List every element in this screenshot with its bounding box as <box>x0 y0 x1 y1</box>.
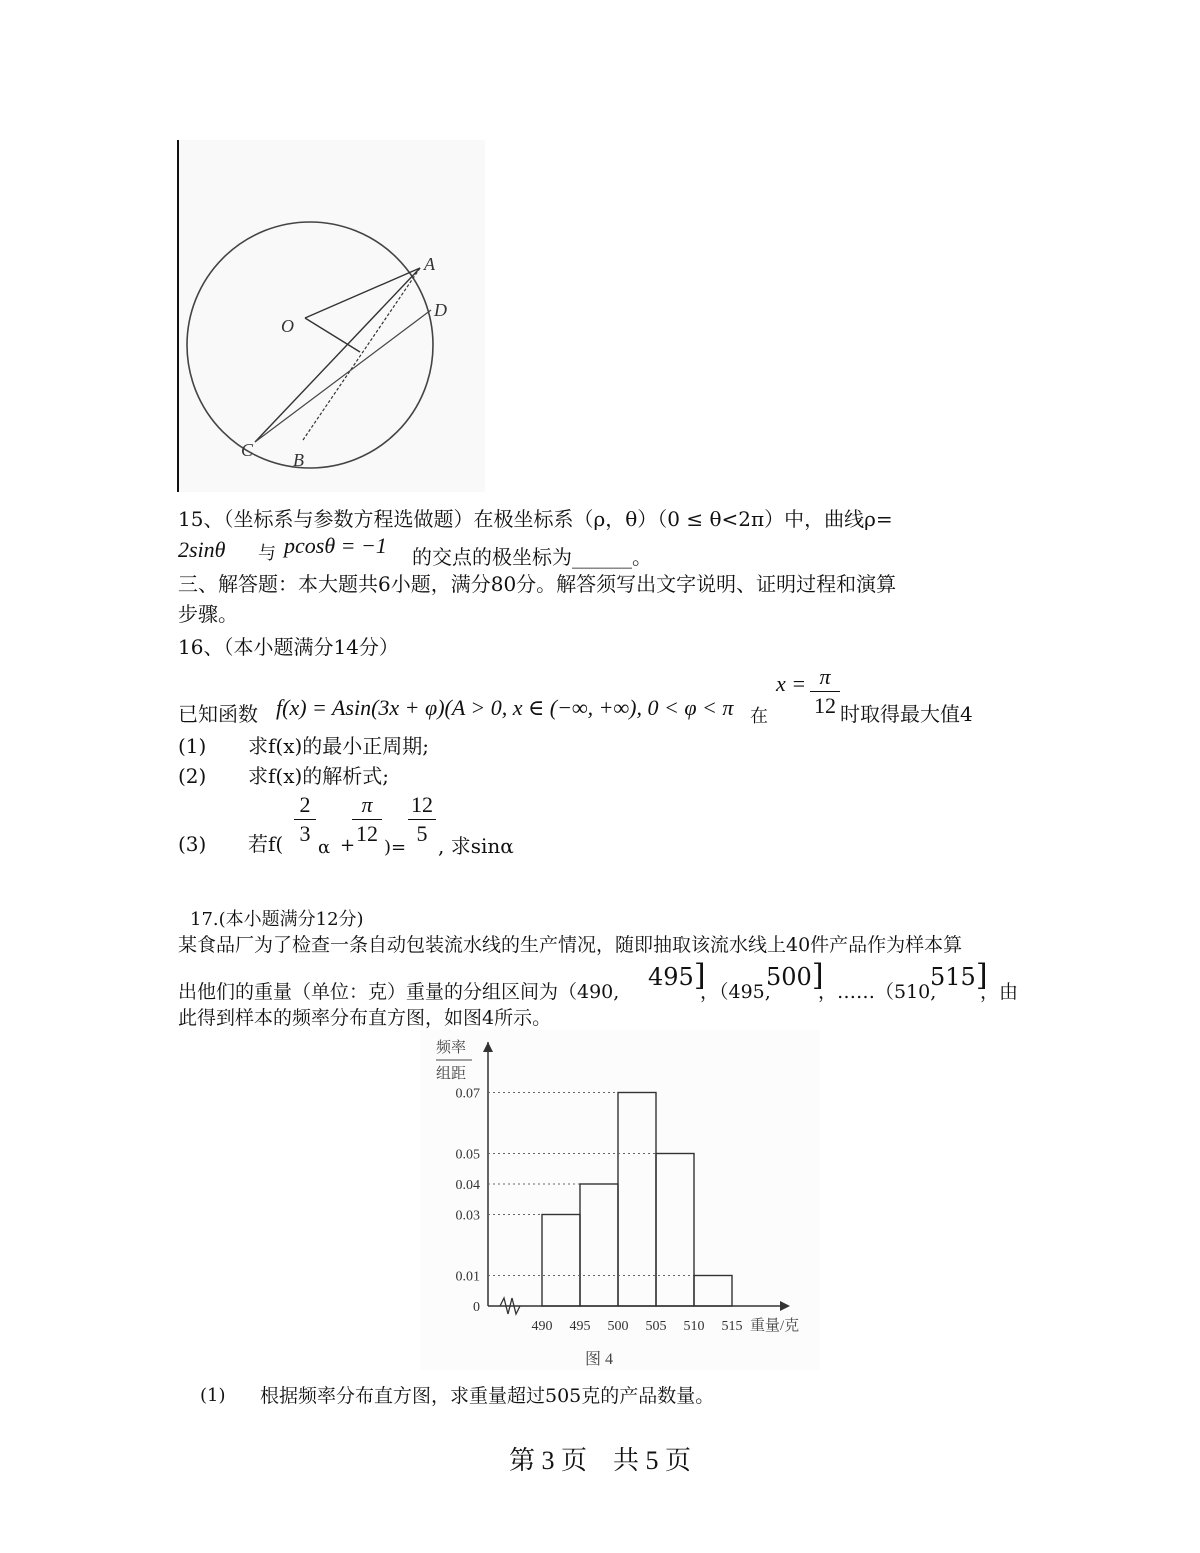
x-tick-label: 505 <box>645 1319 667 1334</box>
q16-item1-num: (1) <box>178 734 207 758</box>
q16-item3-alpha: α <box>318 837 331 858</box>
y-tick-label: 0.04 <box>455 1178 480 1193</box>
q17-sub1-num: (1) <box>200 1385 226 1406</box>
q16-x-fraction: π 12 <box>810 664 840 719</box>
q16-function: f(x) = Asin(3x + φ)(A > 0, x ∈ (−∞, +∞), 0 < φ < π <box>276 695 734 720</box>
label-d: D <box>434 300 447 320</box>
xlabel: 重量/克 <box>750 1318 800 1334</box>
section3-line1: 三、解答题：本大题共6小题，满分80分。解答须写出文字说明、证明过程和演算 <box>178 572 897 596</box>
geometry-figure <box>175 140 485 492</box>
q15-tail: 的交点的极坐标为______。 <box>412 545 652 569</box>
label-a: A <box>424 254 435 274</box>
label-c: C <box>241 440 254 460</box>
q17-line2-a: 出他们的重量（单位：克）重量的分组区间为（490, <box>178 981 620 1003</box>
label-o: O <box>281 316 294 336</box>
ylabel-top: 频率 <box>436 1040 467 1056</box>
q17-bracket3: 515] <box>930 958 988 993</box>
histogram-svg <box>420 1030 820 1370</box>
q16-item1-text: 求f(x)的最小正周期; <box>248 734 430 758</box>
q16-at: 在 <box>750 706 768 727</box>
y-tick-label: 0.01 <box>455 1269 480 1285</box>
label-b: B <box>293 450 304 470</box>
y-tick-label: 0.07 <box>455 1086 480 1102</box>
histogram-figure <box>420 1030 820 1370</box>
q16-item3-ask: , 求sinα <box>438 834 514 858</box>
y-tick-label: 0.05 <box>455 1147 480 1163</box>
q16-item3-prefix: 若f( <box>248 832 284 856</box>
q16-item3-close: )= <box>384 837 407 858</box>
q17-line2-b: ，（495, <box>700 981 771 1003</box>
q16-item3-frac-a: 2 3 <box>294 792 316 847</box>
q17-line2-c: ，……（510, <box>818 981 937 1003</box>
q16-item2-text: 求f(x)的解析式; <box>248 764 390 788</box>
q17-line3: 此得到样本的频率分布直方图，如图4所示。 <box>178 1007 552 1029</box>
x-tick-label: 510 <box>683 1319 705 1334</box>
q16-intro: 已知函数 <box>178 702 258 726</box>
page-footer: 第 3 页 共 5 页 <box>508 1446 691 1475</box>
q15-curve1: 2sinθ <box>178 537 226 562</box>
q15-with: 与 <box>258 543 276 564</box>
q17-sub1-text: 根据频率分布直方图，求重量超过505克的产品数量。 <box>260 1385 715 1407</box>
x-tick-label: 500 <box>607 1319 629 1334</box>
x-tick-label: 490 <box>531 1319 553 1334</box>
q17-line1: 某食品厂为了检查一条自动包装流水线的生产情况，随即抽取该流水线上40件产品作为样本算 <box>178 934 963 956</box>
q16-item3-frac-b: π 12 <box>352 792 382 847</box>
q16-x-eq: x = <box>776 671 807 696</box>
q15-line1: 15、（坐标系与参数方程选做题）在极坐标系（ρ，θ）（0 ≤ θ<2π）中，曲线ρ= <box>178 507 893 531</box>
y-tick-label: 0 <box>473 1300 480 1315</box>
q16-item3-frac-c: 12 5 <box>408 792 436 847</box>
section3-line2: 步骤。 <box>178 602 238 626</box>
q17-line2-d: ，由 <box>980 981 1019 1003</box>
y-tick-label: 0.03 <box>455 1208 480 1224</box>
q17-header: 17.(本小题满分12分) <box>190 909 364 930</box>
q16-header: 16、（本小题满分14分） <box>178 635 399 659</box>
q16-item2-num: (2) <box>178 764 207 788</box>
q17-bracket1: 495] <box>648 958 706 993</box>
q16-max: 时取得最大值4 <box>840 702 973 726</box>
q16-item3-num: (3) <box>178 832 207 856</box>
ylabel-bottom: 组距 <box>436 1066 467 1082</box>
x-tick-label: 495 <box>569 1319 591 1334</box>
q16-item3-plus: + <box>340 835 356 856</box>
chart-caption: 图 4 <box>585 1351 614 1368</box>
x-tick-label: 515 <box>721 1319 743 1334</box>
q17-bracket2: 500] <box>766 958 824 993</box>
q15-curve2: pcosθ = −1 <box>284 533 387 558</box>
